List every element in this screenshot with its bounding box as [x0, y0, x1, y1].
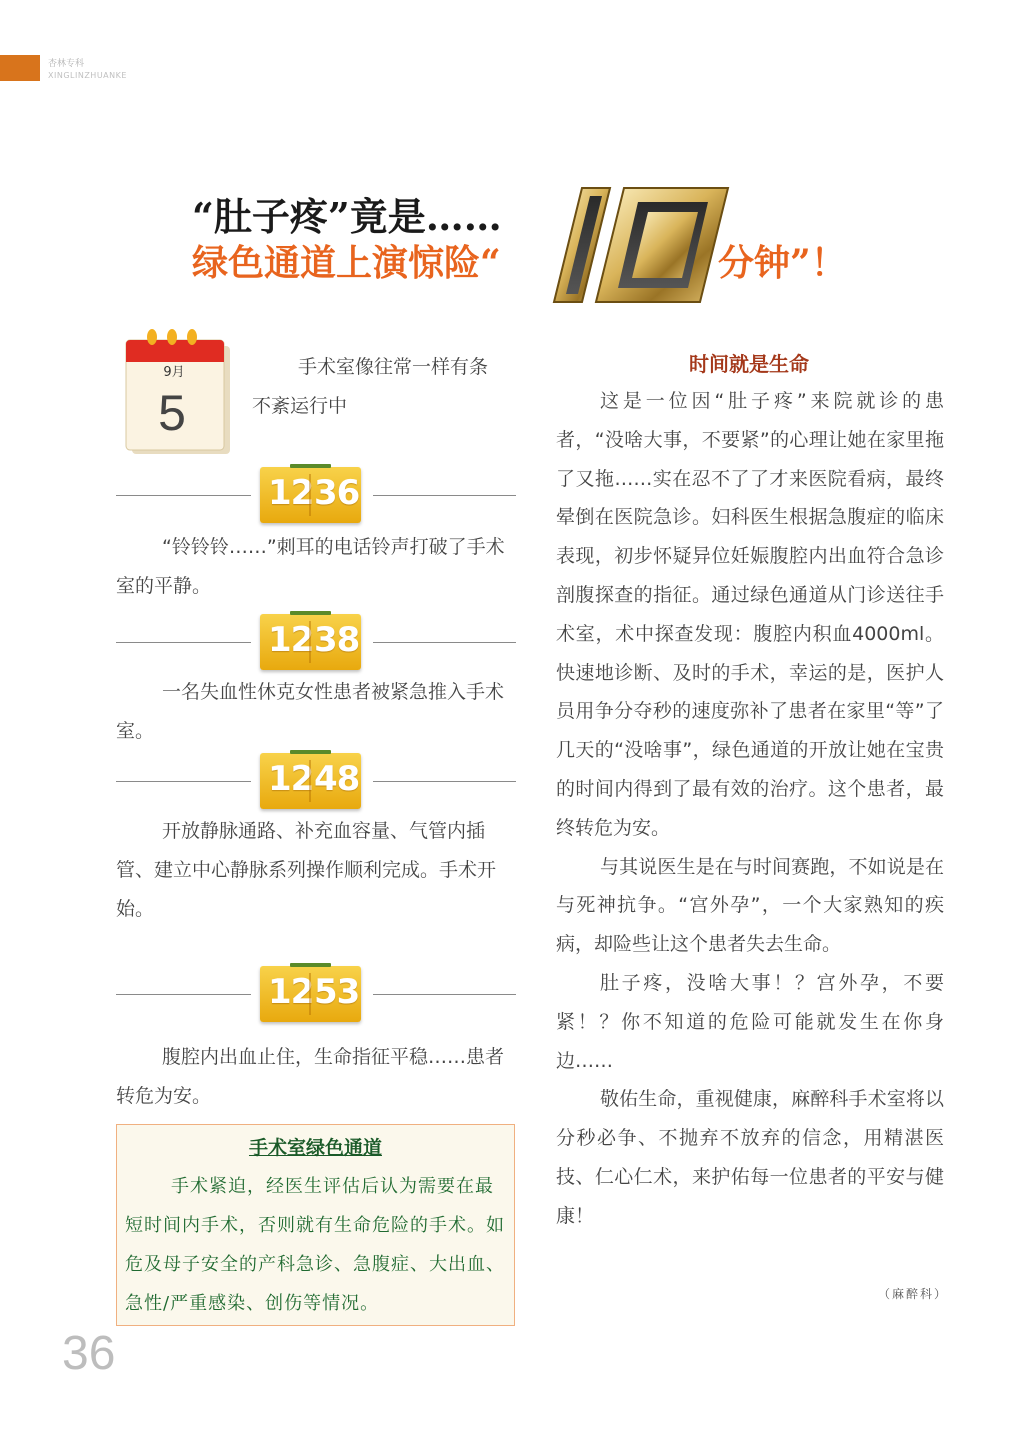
- badge-separator: [309, 973, 311, 1015]
- paragraph: 与其说医生是在与时间赛跑，不如说是在与死神抗争。“宫外孕”，一个大家熟知的疾病，却险些让这个患者失去生命。: [556, 855, 944, 956]
- right-column-body: [556, 382, 944, 1236]
- calendar-icon: [122, 328, 232, 456]
- paragraph: 敬佑生命，重视健康，麻醉科手术室将以分秒必争、不抛弃不放弃的信念，用精湛医技、仁心仁术，来护佑每一位患者的平安与健康！: [556, 1088, 944, 1227]
- time-marker: [116, 753, 516, 809]
- intro-line2: 不紊运行中: [252, 395, 348, 417]
- calendar-month: 9月: [163, 365, 185, 380]
- section-name: 杏林专科: [48, 59, 85, 69]
- divider-line: [373, 781, 516, 782]
- section-name-en: XINGLINZHUANKE: [48, 71, 127, 80]
- timeline-text: “铃铃铃……”刺耳的电话铃声打破了手术室的平静。: [116, 536, 505, 597]
- divider-line: [116, 994, 251, 995]
- page-number: 36: [62, 1327, 116, 1380]
- time-hour: 12: [268, 759, 314, 799]
- divider-line: [116, 495, 251, 496]
- timeline-text: 开放静脉通路、补充血容量、气管内插管、建立中心静脉系列操作顺利完成。手术开始。: [116, 820, 497, 920]
- intro-text: [252, 348, 522, 426]
- time-marker: [116, 966, 516, 1022]
- intro-line1: 手术室像往常一样有条: [298, 356, 489, 378]
- badge-tab: [290, 464, 331, 468]
- divider-line: [373, 495, 516, 496]
- right-column-title: 时间就是生命: [689, 352, 809, 376]
- time-marker: [116, 614, 516, 670]
- time-minute: 36: [314, 473, 360, 513]
- divider-line: [373, 642, 516, 643]
- calendar-day: 5: [158, 385, 186, 441]
- badge-separator: [309, 760, 311, 802]
- time-minute: 48: [314, 759, 360, 799]
- badge-tab: [290, 963, 331, 967]
- header-bar: [0, 55, 40, 81]
- time-hour: 12: [268, 972, 314, 1012]
- time-hour: 12: [268, 473, 314, 513]
- divider-line: [373, 994, 516, 995]
- headline-line2-suffix: 分钟”！: [718, 242, 847, 284]
- badge-separator: [309, 474, 311, 516]
- green-channel-infobox: [116, 1124, 515, 1326]
- paragraph: 这是一位因“肚子疼”来院就诊的患者，“没啥大事，不要紧”的心理让她在家里拖了又拖……实在忍不了了才来医院看病，最终晕倒在医院急诊。妇科医生根据急腹症的临床表现，初步怀疑异位妊娠腹腔内出血符合急诊剖腹探查的指征。通过绿色通道从门诊送往手术室，术中探查发现：腹腔内积血4000ml。快速地诊断、及时的手术，幸运的是，医护人员用争分夺秒的速度弥补了患者在家里“等”了几天的“没啥事”，绿色通道的开放让她在宝贵的时间内得到了最有效的治疗。这个患者，最终转危为安。: [556, 390, 944, 839]
- badge-tab: [290, 750, 331, 754]
- badge-tab: [290, 611, 331, 615]
- timeline-text: 一名失血性休克女性患者被紧急推入手术室。: [116, 681, 505, 742]
- divider-line: [116, 642, 251, 643]
- headline-line2-prefix: 绿色通道上演惊险“: [192, 242, 501, 284]
- infobox-body: 手术紧迫，经医生评估后认为需要在最短时间内手术，否则就有生命危险的手术。如危及母子安全的产科急诊、急腹症、大出血、急性/严重感染、创伤等情况。: [125, 1176, 505, 1314]
- badge-separator: [309, 621, 311, 663]
- infobox-title: 手术室绿色通道: [248, 1137, 382, 1159]
- timeline-text: 腹腔内出血止住，生命指征平稳……患者转危为安。: [116, 1046, 505, 1107]
- author-credit: （麻醉科）: [878, 1287, 949, 1301]
- time-badge: [260, 966, 361, 1022]
- time-badge: [260, 467, 361, 523]
- headline-line1: “肚子疼”竟是……: [192, 194, 502, 239]
- paragraph: 肚子疼，没啥大事！？宫外孕，不要紧！？你不知道的危险可能就发生在你身边……: [556, 971, 944, 1072]
- number-17-graphic: [552, 180, 730, 312]
- time-hour: 12: [268, 620, 314, 660]
- time-badge: [260, 753, 361, 809]
- divider-line: [116, 781, 251, 782]
- time-marker: [116, 467, 516, 523]
- time-minute: 53: [314, 972, 360, 1012]
- time-minute: 38: [314, 620, 360, 660]
- time-badge: [260, 614, 361, 670]
